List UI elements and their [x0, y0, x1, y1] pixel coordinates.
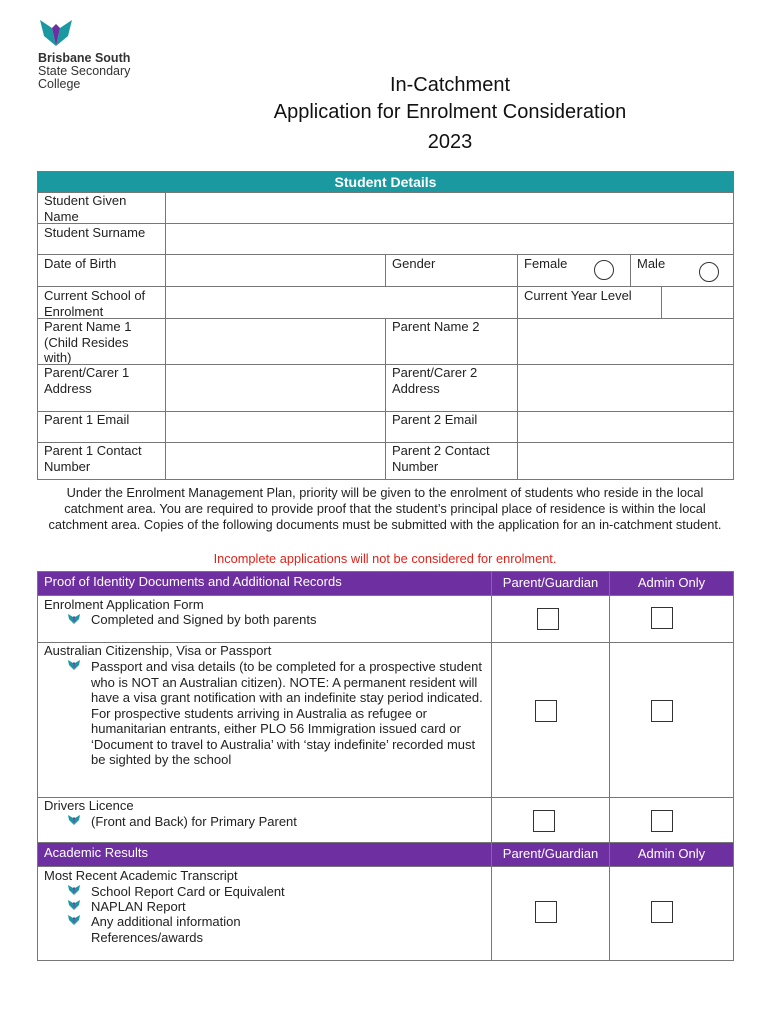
year-level-label: Current Year Level: [524, 288, 632, 303]
school-logo-icon: [38, 18, 74, 50]
student-details-header: Student Details: [37, 171, 734, 193]
bullet-icon: [68, 660, 80, 670]
bullet-icon: [68, 885, 80, 895]
parent1-name-label: Parent Name 1 (Child Resides with): [44, 319, 132, 365]
parent2-address-field[interactable]: [517, 364, 734, 412]
school-name-line3: College: [38, 77, 81, 91]
bullet-icon: [68, 915, 80, 925]
academic-title: Most Recent Academic Transcript: [44, 868, 238, 883]
academic-bullet-report: School Report Card or Equivalent: [91, 884, 285, 899]
enrolment-form-admin-checkbox[interactable]: [651, 607, 673, 629]
parent2-email-field[interactable]: [517, 411, 734, 443]
parent1-name-field[interactable]: [165, 318, 386, 365]
academic-extra: References/awards: [91, 930, 203, 945]
current-school-label: Current School of Enrolment: [44, 288, 146, 319]
proof-col-admin: Admin Only: [609, 571, 734, 596]
academic-bullet-naplan: NAPLAN Report: [91, 899, 186, 914]
citizenship-bullet: Passport and visa details (to be completed for a prospective student who is NOT an Australian citizen). NOTE: A permanent resident will have a visa grant notification with an indefinite stay period indicated. For prospective students arriving in Australia as refugee or humanitarian entrants, either PLO 56 Immigration issued card or ‘Document to travel to Australia’ with ‘stay indefinite’ recorded must be sighted by the school: [91, 659, 483, 767]
school-name: [38, 52, 130, 91]
female-radio[interactable]: [594, 260, 614, 280]
title-line2: Application for Enrolment Consideration: [273, 101, 627, 123]
parent2-name-field[interactable]: [517, 318, 734, 365]
proof-header: Proof of Identity Documents and Additional Records: [44, 574, 342, 589]
male-radio[interactable]: [699, 262, 719, 282]
parent2-address-label: Parent/Carer 2 Address: [392, 365, 478, 396]
title-line1: In-Catchment: [389, 74, 511, 96]
enrolment-form-title: Enrolment Application Form: [44, 597, 204, 612]
given-name-label: Student Given Name: [44, 193, 127, 224]
parent2-name-label: Parent Name 2: [392, 319, 480, 334]
drivers-licence-bullet: (Front and Back) for Primary Parent: [91, 814, 297, 829]
parent1-email-label: Parent 1 Email: [44, 412, 130, 427]
current-school-field[interactable]: [165, 286, 518, 319]
bullet-icon: [68, 900, 80, 910]
parent2-contact-label: Parent 2 Contact Number: [392, 443, 490, 474]
parent1-address-label: Parent/Carer 1 Address: [44, 365, 130, 396]
academic-admin-checkbox[interactable]: [651, 901, 673, 923]
academic-col-parent: Parent/Guardian: [491, 842, 610, 867]
year-level-field[interactable]: [661, 286, 734, 319]
citizenship-title: Australian Citizenship, Visa or Passport: [44, 643, 272, 658]
parent1-email-field[interactable]: [165, 411, 386, 443]
enrolment-form-parent-checkbox[interactable]: [537, 608, 559, 630]
drivers-licence-title: Drivers Licence: [44, 798, 134, 813]
intro-paragraph: Under the Enrolment Management Plan, priority will be given to the enrolment of students who reside in the local catchment area. You are required to provide proof that the student’s principal place of residence is within the local catchment area. Copies of the following documents must be submitted with the application for an in-catchment student.: [48, 485, 722, 532]
parent1-address-field[interactable]: [165, 364, 386, 412]
academic-bullet-additional: Any additional information: [91, 914, 241, 929]
proof-col-parent: Parent/Guardian: [491, 571, 610, 596]
gender-label: Gender: [392, 256, 436, 271]
dob-label: Date of Birth: [44, 256, 117, 271]
incomplete-warning: Incomplete applications will not be considered for enrolment.: [213, 551, 557, 566]
citizenship-parent-checkbox[interactable]: [535, 700, 557, 722]
bullet-icon: [68, 815, 80, 825]
drivers-licence-admin-checkbox[interactable]: [651, 810, 673, 832]
academic-col-admin: Admin Only: [609, 842, 734, 867]
academic-header: Academic Results: [44, 845, 149, 860]
school-name-line1: Brisbane South: [38, 51, 131, 65]
enrolment-form-bullet: Completed and Signed by both parents: [91, 612, 317, 627]
parent2-email-label: Parent 2 Email: [392, 412, 478, 427]
bullet-icon: [68, 614, 80, 624]
parent1-contact-label: Parent 1 Contact Number: [44, 443, 142, 474]
parent1-contact-field[interactable]: [165, 442, 386, 480]
given-name-field[interactable]: [165, 192, 734, 224]
academic-parent-checkbox[interactable]: [535, 901, 557, 923]
surname-field[interactable]: [165, 223, 734, 255]
female-label: Female: [524, 256, 568, 271]
dob-field[interactable]: [165, 254, 386, 287]
parent2-contact-field[interactable]: [517, 442, 734, 480]
drivers-licence-parent-checkbox[interactable]: [533, 810, 555, 832]
school-name-line2: State Secondary: [38, 64, 131, 78]
title-line3: 2023: [427, 131, 473, 153]
male-label: Male: [637, 256, 666, 271]
citizenship-admin-checkbox[interactable]: [651, 700, 673, 722]
surname-label: Student Surname: [44, 225, 146, 240]
